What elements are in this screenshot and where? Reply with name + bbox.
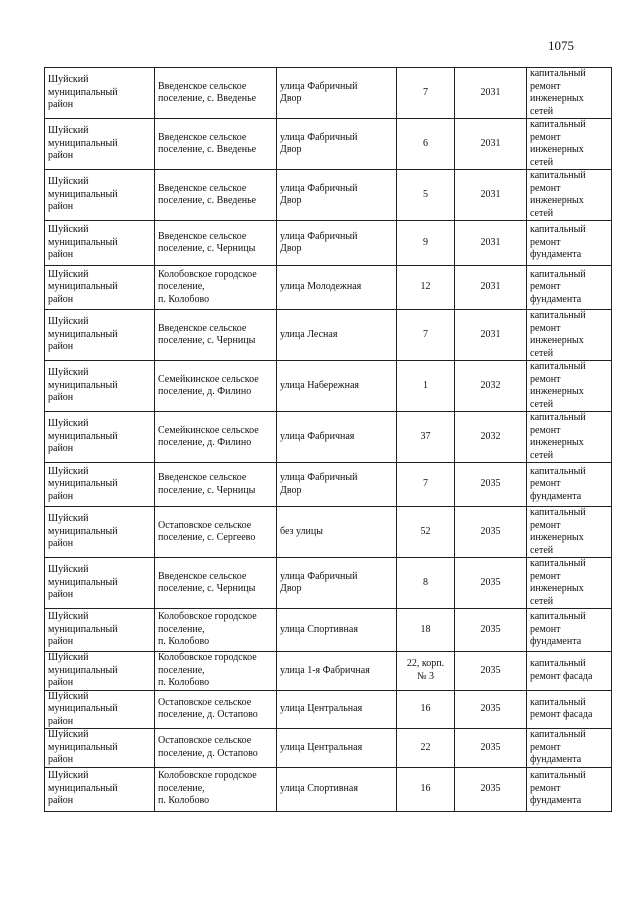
- street-cell: [277, 266, 397, 310]
- house-number-cell-text: 18: [420, 623, 431, 635]
- street-cell: [277, 729, 397, 768]
- work-type-cell-text: капитальный ремонт инженерных сетей: [530, 119, 586, 168]
- house-number-cell-text: 22: [420, 741, 431, 753]
- work-type-cell-text: капитальный ремонт фундамента: [530, 224, 586, 261]
- street-cell-text: улица Лесная: [280, 328, 338, 340]
- year-cell-text: 2035: [480, 703, 501, 714]
- district-cell-text: Шуйский муниципальный район: [48, 316, 118, 353]
- house-number-cell: [397, 412, 455, 463]
- work-type-cell: [527, 361, 612, 412]
- table-row: [45, 507, 612, 558]
- street-cell: [277, 463, 397, 507]
- street-cell: [277, 412, 397, 463]
- work-type-cell: [527, 266, 612, 310]
- street-cell-text: улица Фабричный Двор: [280, 570, 358, 594]
- year-cell: [455, 221, 527, 266]
- table-row: [45, 266, 612, 310]
- district-cell-text: Шуйский муниципальный район: [48, 564, 118, 601]
- year-cell-text: 2035: [480, 782, 501, 794]
- district-cell: [45, 221, 155, 266]
- settlement-cell: [155, 652, 277, 691]
- table-row: [45, 609, 612, 652]
- year-cell-text: 2035: [480, 525, 501, 537]
- street-cell: [277, 609, 397, 652]
- settlement-cell: [155, 266, 277, 310]
- house-number-cell: [397, 463, 455, 507]
- house-number-cell: [397, 652, 455, 691]
- work-type-cell-text: капитальный ремонт инженерных сетей: [530, 507, 586, 556]
- house-number-cell-text: 37: [420, 430, 431, 442]
- settlement-cell: [155, 170, 277, 221]
- work-type-cell-text: капитальный ремонт фундамента: [530, 729, 586, 765]
- house-number-cell: [397, 609, 455, 652]
- street-cell-text: улица Фабричный Двор: [280, 131, 358, 155]
- settlement-cell: [155, 690, 277, 729]
- year-cell-text: 2031: [480, 236, 501, 248]
- house-number-cell: [397, 119, 455, 170]
- settlement-cell-text: Введенское сельское поселение, с. Введенье: [158, 131, 257, 155]
- table-row: [45, 170, 612, 221]
- district-cell-text: Шуйский муниципальный район: [48, 224, 118, 261]
- district-cell: [45, 729, 155, 768]
- year-cell: [455, 767, 527, 811]
- housing-repair-table: [44, 67, 612, 812]
- district-cell-text: Шуйский муниципальный район: [48, 611, 118, 648]
- work-type-cell-text: капитальный ремонт инженерных сетей: [530, 310, 586, 359]
- house-number-cell: [397, 729, 455, 768]
- settlement-cell-text: Введенское сельское поселение, с. Введенье: [158, 80, 257, 104]
- house-number-cell: [397, 310, 455, 361]
- settlement-cell: [155, 558, 277, 609]
- work-type-cell: [527, 652, 612, 691]
- house-number-cell: [397, 68, 455, 119]
- settlement-cell-text: Колобовское городское поселение, п. Колобово: [158, 770, 257, 807]
- settlement-cell-text: Семейкинское сельское поселение, д. Филино: [158, 373, 259, 397]
- street-cell: [277, 170, 397, 221]
- district-cell-text: Шуйский муниципальный район: [48, 74, 118, 111]
- work-type-cell: [527, 412, 612, 463]
- settlement-cell: [155, 507, 277, 558]
- street-cell: [277, 507, 397, 558]
- work-type-cell-text: капитальный ремонт фасада: [530, 696, 593, 721]
- house-number-cell-text: 8: [423, 576, 428, 588]
- settlement-cell: [155, 729, 277, 768]
- district-cell: [45, 767, 155, 811]
- district-cell: [45, 310, 155, 361]
- district-cell: [45, 652, 155, 691]
- house-number-cell-text: 16: [420, 782, 431, 794]
- settlement-cell: [155, 412, 277, 463]
- year-cell-text: 2031: [480, 86, 501, 98]
- house-number-cell-text: 9: [423, 236, 428, 248]
- work-type-cell: [527, 221, 612, 266]
- year-cell-text: 2035: [480, 576, 501, 588]
- street-cell: [277, 652, 397, 691]
- street-cell-text: улица Набережная: [280, 379, 359, 391]
- year-cell-text: 2031: [480, 137, 501, 149]
- table-row: [45, 463, 612, 507]
- house-number-cell-text: 5: [423, 188, 428, 200]
- work-type-cell-text: капитальный ремонт фундамента: [530, 465, 586, 502]
- year-cell: [455, 68, 527, 119]
- settlement-cell-text: Семейкинское сельское поселение, д. Филино: [158, 424, 259, 448]
- district-cell: [45, 266, 155, 310]
- district-cell-text: Шуйский муниципальный район: [48, 652, 118, 688]
- table-row: [45, 412, 612, 463]
- settlement-cell: [155, 68, 277, 119]
- table-row: [45, 690, 612, 729]
- house-number-cell-text: 7: [423, 478, 428, 490]
- table-row: [45, 221, 612, 266]
- year-cell: [455, 361, 527, 412]
- settlement-cell-text: Введенское сельское поселение, с. Черницы: [158, 472, 256, 496]
- district-cell: [45, 412, 155, 463]
- year-cell-text: 2035: [480, 478, 501, 490]
- district-cell: [45, 690, 155, 729]
- settlement-cell-text: Остаповское сельское поселение, д. Остапово: [158, 696, 258, 721]
- street-cell: [277, 310, 397, 361]
- district-cell: [45, 119, 155, 170]
- house-number-cell-text: 6: [423, 137, 428, 149]
- house-number-cell: [397, 507, 455, 558]
- work-type-cell-text: капитальный ремонт инженерных сетей: [530, 361, 586, 410]
- work-type-cell-text: капитальный ремонт инженерных сетей: [530, 170, 586, 219]
- street-cell: [277, 221, 397, 266]
- district-cell-text: Шуйский муниципальный район: [48, 690, 118, 727]
- year-cell-text: 2031: [480, 188, 501, 200]
- street-cell: [277, 767, 397, 811]
- street-cell: [277, 119, 397, 170]
- district-cell-text: Шуйский муниципальный район: [48, 268, 118, 305]
- house-number-cell: [397, 221, 455, 266]
- district-cell: [45, 558, 155, 609]
- year-cell-text: 2035: [480, 664, 501, 676]
- district-cell-text: Шуйский муниципальный район: [48, 729, 118, 765]
- table-row: [45, 652, 612, 691]
- work-type-cell: [527, 690, 612, 729]
- work-type-cell: [527, 463, 612, 507]
- district-cell-text: Шуйский муниципальный район: [48, 125, 118, 162]
- work-type-cell: [527, 507, 612, 558]
- district-cell-text: Шуйский муниципальный район: [48, 770, 118, 807]
- year-cell-text: 2035: [480, 741, 501, 753]
- street-cell: [277, 361, 397, 412]
- house-number-cell: [397, 266, 455, 310]
- settlement-cell-text: Остаповское сельское поселение, д. Остапово: [158, 735, 258, 759]
- street-cell-text: улица 1-я Фабричная: [280, 664, 370, 676]
- house-number-cell: [397, 690, 455, 729]
- settlement-cell: [155, 221, 277, 266]
- year-cell: [455, 652, 527, 691]
- district-cell: [45, 68, 155, 119]
- year-cell: [455, 266, 527, 310]
- district-cell-text: Шуйский муниципальный район: [48, 465, 118, 502]
- work-type-cell: [527, 68, 612, 119]
- street-cell-text: улица Спортивная: [280, 623, 358, 635]
- settlement-cell-text: Введенское сельское поселение, с. Черницы: [158, 322, 256, 346]
- settlement-cell: [155, 119, 277, 170]
- district-cell: [45, 609, 155, 652]
- street-cell-text: улица Фабричный Двор: [280, 230, 358, 254]
- street-cell-text: улица Спортивная: [280, 782, 358, 794]
- page-number: 1075: [548, 38, 574, 53]
- table-row: [45, 729, 612, 768]
- work-type-cell-text: капитальный ремонт фасада: [530, 658, 593, 682]
- year-cell: [455, 310, 527, 361]
- house-number-cell: [397, 558, 455, 609]
- year-cell: [455, 558, 527, 609]
- year-cell: [455, 170, 527, 221]
- table-row: [45, 361, 612, 412]
- work-type-cell-text: капитальный ремонт фундамента: [530, 770, 586, 807]
- work-type-cell: [527, 558, 612, 609]
- year-cell: [455, 729, 527, 768]
- year-cell: [455, 690, 527, 729]
- table-row: [45, 767, 612, 811]
- work-type-cell-text: капитальный ремонт фундамента: [530, 611, 586, 648]
- work-type-cell-text: капитальный ремонт инженерных сетей: [530, 68, 586, 117]
- house-number-cell-text: 7: [423, 328, 428, 340]
- house-number-cell: [397, 767, 455, 811]
- settlement-cell-text: Колобовское городское поселение, п. Колобово: [158, 611, 257, 648]
- work-type-cell-text: капитальный ремонт фундамента: [530, 268, 586, 305]
- table-row: [45, 558, 612, 609]
- work-type-cell: [527, 119, 612, 170]
- year-cell: [455, 463, 527, 507]
- house-number-cell: [397, 170, 455, 221]
- table-row: [45, 68, 612, 119]
- district-cell: [45, 361, 155, 412]
- house-number-cell-text: 52: [420, 525, 431, 537]
- settlement-cell: [155, 609, 277, 652]
- year-cell-text: 2031: [480, 328, 501, 340]
- year-cell-text: 2031: [480, 281, 501, 293]
- district-cell-text: Шуйский муниципальный район: [48, 176, 118, 213]
- work-type-cell-text: капитальный ремонт инженерных сетей: [530, 558, 586, 607]
- settlement-cell-text: Введенское сельское поселение, с. Черницы: [158, 570, 256, 594]
- street-cell: [277, 68, 397, 119]
- year-cell: [455, 119, 527, 170]
- work-type-cell: [527, 609, 612, 652]
- work-type-cell: [527, 729, 612, 768]
- street-cell-text: улица Фабричный Двор: [280, 80, 358, 104]
- year-cell: [455, 609, 527, 652]
- year-cell: [455, 507, 527, 558]
- district-cell-text: Шуйский муниципальный район: [48, 418, 118, 455]
- street-cell-text: улица Фабричный Двор: [280, 472, 358, 496]
- district-cell: [45, 170, 155, 221]
- settlement-cell-text: Колобовское городское поселение, п. Колобово: [158, 652, 257, 688]
- year-cell: [455, 412, 527, 463]
- work-type-cell: [527, 170, 612, 221]
- table-body: [45, 68, 612, 812]
- settlement-cell: [155, 767, 277, 811]
- district-cell-text: Шуйский муниципальный район: [48, 367, 118, 404]
- settlement-cell: [155, 361, 277, 412]
- house-number-cell-text: 16: [420, 703, 431, 714]
- house-number-cell-text: 22, корп. № 3: [406, 658, 445, 682]
- table-row: [45, 119, 612, 170]
- year-cell-text: 2032: [480, 430, 501, 442]
- street-cell-text: без улицы: [280, 525, 323, 537]
- year-cell-text: 2035: [480, 623, 501, 635]
- district-cell: [45, 507, 155, 558]
- settlement-cell: [155, 310, 277, 361]
- table-row: [45, 310, 612, 361]
- street-cell: [277, 690, 397, 729]
- street-cell: [277, 558, 397, 609]
- district-cell-text: Шуйский муниципальный район: [48, 513, 118, 550]
- street-cell-text: улица Центральная: [280, 741, 363, 753]
- street-cell-text: улица Молодежная: [280, 281, 362, 293]
- year-cell-text: 2032: [480, 379, 501, 391]
- house-number-cell-text: 1: [423, 379, 428, 391]
- settlement-cell-text: Остаповское сельское поселение, с. Сергеево: [158, 519, 256, 543]
- settlement-cell: [155, 463, 277, 507]
- work-type-cell: [527, 767, 612, 811]
- street-cell-text: улица Центральная: [280, 703, 363, 714]
- house-number-cell-text: 7: [423, 86, 428, 98]
- house-number-cell: [397, 361, 455, 412]
- house-number-cell-text: 12: [420, 281, 431, 293]
- work-type-cell-text: капитальный ремонт инженерных сетей: [530, 412, 586, 461]
- settlement-cell-text: Введенское сельское поселение, с. Введенье: [158, 182, 257, 206]
- settlement-cell-text: Колобовское городское поселение, п. Колобово: [158, 268, 257, 305]
- work-type-cell: [527, 310, 612, 361]
- district-cell: [45, 463, 155, 507]
- settlement-cell-text: Введенское сельское поселение, с. Черницы: [158, 230, 256, 254]
- street-cell-text: улица Фабричный Двор: [280, 182, 358, 206]
- street-cell-text: улица Фабричная: [280, 430, 355, 442]
